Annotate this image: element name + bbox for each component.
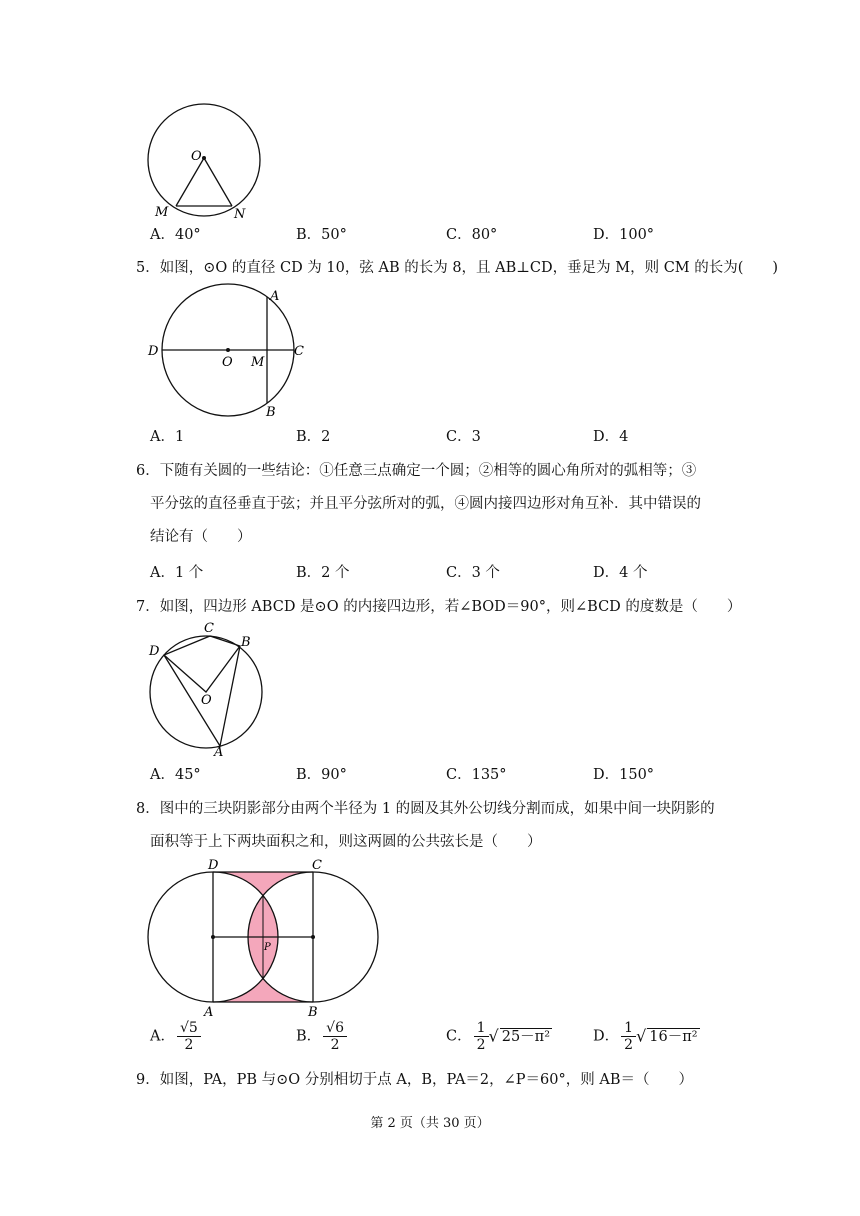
q8-option-d-radicand: 16－π² bbox=[649, 1029, 698, 1045]
q8-option-b-fraction bbox=[323, 1020, 347, 1053]
q8-stem-line2: 面积等于上下两块面积之和，则这两圆的公共弦长是（ ） bbox=[150, 834, 542, 850]
q8-option-c-numerator: 1 bbox=[474, 1020, 489, 1037]
q8-label-b: B bbox=[308, 1005, 318, 1020]
q5-option-d[interactable]: D．4 bbox=[593, 429, 629, 445]
q7-label-o: O bbox=[201, 693, 212, 708]
q8-option-d[interactable] bbox=[593, 1020, 700, 1053]
q8-label-c: C bbox=[312, 858, 322, 873]
q6-option-b[interactable]: B．2 个 bbox=[296, 565, 350, 581]
q8-shade-bottom bbox=[213, 978, 313, 1002]
q7-stem: 7．如图，四边形 ABCD 是⊙O 的内接四边形，若∠BOD＝90°，则∠BCD 的度数是（ ） bbox=[136, 599, 742, 615]
q5-label-d: D bbox=[148, 344, 159, 359]
q8-stem-line1: 8．图中的三块阴影部分由两个半径为 1 的圆及其外公切线分割而成，如果中间一块阴影的 bbox=[136, 801, 715, 817]
q7-option-a[interactable]: A．45° bbox=[150, 767, 201, 783]
q8-option-c-radical-icon: √ bbox=[488, 1026, 499, 1046]
q7-label-a: A bbox=[214, 745, 224, 760]
q6-option-a[interactable]: A．1 个 bbox=[150, 565, 204, 581]
q6-stem-line1: 6．下随有关圆的一些结论：①任意三点确定一个圆；②相等的圆心角所对的弧相等；③ bbox=[136, 463, 697, 479]
q8-label-d: D bbox=[208, 858, 219, 873]
q4-option-d[interactable]: D．100° bbox=[593, 227, 655, 243]
q8-option-a-denominator: 2 bbox=[184, 1037, 194, 1053]
q8-option-a-fraction bbox=[177, 1020, 201, 1053]
q5-option-a[interactable]: A．1 bbox=[150, 429, 185, 445]
q8-option-c[interactable] bbox=[446, 1020, 552, 1053]
q8-option-b[interactable] bbox=[296, 1020, 347, 1053]
q8-option-a[interactable] bbox=[150, 1020, 201, 1053]
page-footer: 第 2 页（共 30 页） bbox=[370, 1116, 490, 1131]
q4-option-c[interactable]: C．80° bbox=[446, 227, 498, 243]
q8-option-b-numerator: √6 bbox=[323, 1020, 347, 1037]
q5-option-c[interactable]: C．3 bbox=[446, 429, 481, 445]
q6-stem-line2: 平分弦的直径垂直于弦；并且平分弦所对的弧，④圆内接四边形对角互补．其中错误的 bbox=[150, 496, 701, 512]
q7-angle-bod bbox=[164, 646, 240, 692]
q4-label-o: O bbox=[191, 149, 202, 164]
q5-stem: 5．如图，⊙O 的直径 CD 为 10，弦 AB 的长为 8，且 AB⊥CD，垂足为 M，则 CM 的长为( ) bbox=[136, 260, 779, 276]
q7-figure bbox=[144, 620, 274, 760]
q8-option-c-denominator: 2 bbox=[476, 1037, 486, 1053]
q6-stem-line3: 结论有（ ） bbox=[150, 529, 252, 545]
q7-label-c: C bbox=[204, 621, 214, 636]
q8-option-d-denominator: 2 bbox=[624, 1037, 634, 1053]
q5-label-m: M bbox=[251, 355, 265, 370]
q4-option-b[interactable]: B．50° bbox=[296, 227, 347, 243]
q8-shade-top bbox=[213, 872, 313, 896]
q8-label-p: P bbox=[264, 942, 271, 953]
q5-label-b: B bbox=[266, 405, 276, 420]
q8-center-right-dot bbox=[311, 935, 315, 939]
q7-label-d: D bbox=[149, 644, 160, 659]
q8-option-b-denominator: 2 bbox=[330, 1037, 340, 1053]
q8-option-b-prefix: B． bbox=[296, 1028, 322, 1045]
q7-option-d[interactable]: D．150° bbox=[593, 767, 655, 783]
q4-label-m: M bbox=[155, 205, 169, 220]
q5-center-dot bbox=[226, 348, 230, 352]
q8-option-d-fraction bbox=[621, 1020, 636, 1053]
q8-option-d-radical-icon: √ bbox=[636, 1026, 647, 1046]
q8-center-left-dot bbox=[211, 935, 215, 939]
q8-option-d-prefix: D． bbox=[593, 1028, 620, 1045]
q7-label-b: B bbox=[241, 635, 251, 650]
q4-center-dot bbox=[202, 156, 206, 160]
q5-label-a: A bbox=[270, 289, 280, 304]
q4-figure bbox=[140, 96, 280, 226]
q4-segment-on bbox=[204, 158, 232, 206]
q5-label-c: C bbox=[294, 344, 304, 359]
q8-option-c-fraction bbox=[474, 1020, 489, 1053]
q7-quadrilateral-abcd bbox=[164, 636, 240, 746]
q5-figure bbox=[144, 282, 314, 422]
q4-label-n: N bbox=[234, 207, 246, 222]
q8-option-d-numerator: 1 bbox=[621, 1020, 636, 1037]
q7-option-b[interactable]: B．90° bbox=[296, 767, 347, 783]
q5-label-o: O bbox=[222, 355, 233, 370]
q8-option-c-radicand: 25－π² bbox=[501, 1029, 551, 1045]
q7-option-c[interactable]: C．135° bbox=[446, 767, 507, 783]
q8-option-a-prefix: A． bbox=[150, 1028, 175, 1045]
q5-option-b[interactable]: B．2 bbox=[296, 429, 331, 445]
q9-stem: 9．如图，PA，PB 与⊙O 分别相切于点 A，B，PA＝2，∠P＝60°，则 AB＝（ ） bbox=[136, 1072, 693, 1088]
q4-option-a[interactable]: A．40° bbox=[150, 227, 201, 243]
q8-label-a: A bbox=[204, 1005, 214, 1020]
q8-option-a-numerator: √5 bbox=[177, 1020, 201, 1037]
q8-option-c-prefix: C． bbox=[446, 1028, 472, 1045]
q6-option-c[interactable]: C．3 个 bbox=[446, 565, 500, 581]
q8-figure bbox=[140, 856, 390, 1022]
q6-option-d[interactable]: D．4 个 bbox=[593, 565, 648, 581]
q4-segment-om bbox=[176, 158, 204, 206]
